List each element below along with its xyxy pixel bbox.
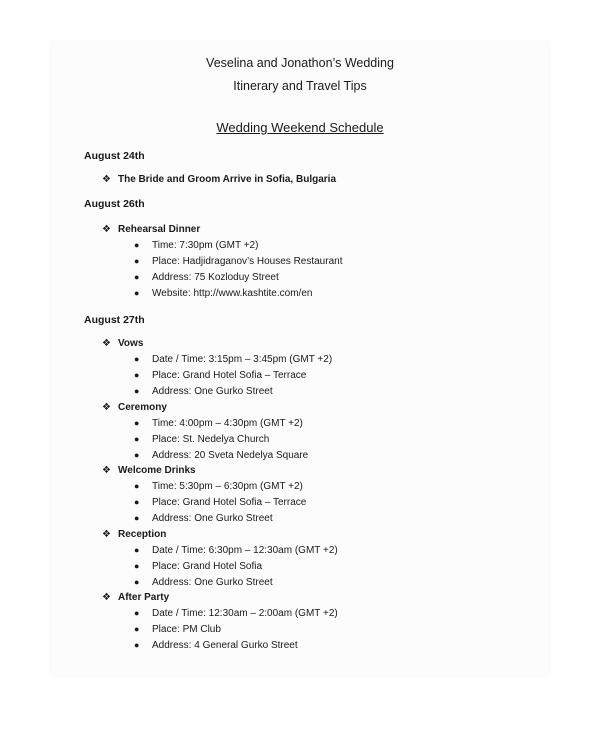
circle-bullet-icon: ● (134, 354, 140, 364)
detail-text: Date / Time: 3:15pm – 3:45pm (GMT +2) (152, 354, 333, 365)
diamond-bullet-icon: ❖ (102, 592, 111, 603)
detail-text: Website: http://www.kashtite.com/en (152, 288, 313, 299)
detail-text: Address: 75 Kozloduy Street (152, 272, 279, 283)
detail-text: Place: PM Club (152, 624, 221, 635)
event-item (102, 529, 166, 540)
circle-bullet-icon: ● (134, 624, 140, 634)
detail-item (134, 256, 342, 267)
event-name: Rehearsal Dinner (118, 224, 201, 235)
event-item (102, 592, 169, 603)
detail-text: Address: 4 General Gurko Street (152, 640, 298, 651)
document-subtitle: Itinerary and Travel Tips (233, 79, 367, 93)
detail-item (134, 561, 262, 572)
detail-item (134, 386, 273, 397)
detail-item (134, 272, 279, 283)
diamond-bullet-icon: ❖ (102, 224, 111, 235)
diamond-bullet-icon: ❖ (102, 465, 111, 476)
circle-bullet-icon: ● (134, 545, 140, 555)
detail-item (134, 288, 312, 299)
circle-bullet-icon: ● (134, 240, 140, 250)
detail-item (134, 450, 308, 461)
event-name: Welcome Drinks (118, 465, 196, 476)
detail-item (134, 497, 306, 508)
detail-item (134, 624, 221, 635)
detail-text: Address: One Gurko Street (152, 577, 273, 588)
circle-bullet-icon: ● (134, 256, 140, 266)
detail-item (134, 640, 298, 651)
diamond-bullet-icon: ❖ (102, 402, 111, 413)
detail-text: Place: Hadjidraganov’s Houses Restaurant (152, 256, 343, 267)
detail-item (134, 545, 338, 556)
event-name: The Bride and Groom Arrive in Sofia, Bulgaria (118, 174, 337, 185)
event-name: Ceremony (118, 402, 167, 413)
detail-item (134, 370, 306, 381)
detail-text: Time: 4:00pm – 4:30pm (GMT +2) (152, 418, 303, 429)
detail-item (134, 354, 332, 365)
detail-text: Address: One Gurko Street (152, 513, 273, 524)
circle-bullet-icon: ● (134, 561, 140, 571)
detail-text: Date / Time: 6:30pm – 12:30am (GMT +2) (152, 545, 338, 556)
detail-text: Place: St. Nedelya Church (152, 434, 270, 445)
circle-bullet-icon: ● (134, 450, 140, 460)
detail-item (134, 481, 303, 492)
circle-bullet-icon: ● (134, 370, 140, 380)
event-item (102, 174, 336, 185)
circle-bullet-icon: ● (134, 608, 140, 618)
date-heading: August 27th (84, 314, 145, 326)
detail-item (134, 513, 273, 524)
diamond-bullet-icon: ❖ (102, 529, 111, 540)
circle-bullet-icon: ● (134, 418, 140, 428)
section-title: Wedding Weekend Schedule (216, 120, 384, 135)
detail-text: Place: Grand Hotel Sofia – Terrace (152, 370, 307, 381)
detail-text: Place: Grand Hotel Sofia – Terrace (152, 497, 307, 508)
circle-bullet-icon: ● (134, 288, 140, 298)
circle-bullet-icon: ● (134, 272, 140, 282)
document-title: Veselina and Jonathon’s Wedding (206, 56, 394, 70)
event-item (102, 338, 143, 349)
event-name: After Party (118, 592, 170, 603)
detail-text: Address: 20 Sveta Nedelya Square (152, 450, 309, 461)
date-heading: August 24th (84, 150, 145, 162)
detail-item (134, 240, 258, 251)
circle-bullet-icon: ● (134, 386, 140, 396)
event-item (102, 402, 167, 413)
detail-item (134, 608, 338, 619)
diamond-bullet-icon: ❖ (102, 338, 111, 349)
circle-bullet-icon: ● (134, 481, 140, 491)
detail-text: Place: Grand Hotel Sofia (152, 561, 263, 572)
event-item (102, 224, 200, 235)
detail-item (134, 434, 269, 445)
diamond-bullet-icon: ❖ (102, 174, 111, 185)
detail-text: Address: One Gurko Street (152, 386, 273, 397)
detail-text: Date / Time: 12:30am – 2:00am (GMT +2) (152, 608, 338, 619)
circle-bullet-icon: ● (134, 640, 140, 650)
detail-item (134, 577, 273, 588)
circle-bullet-icon: ● (134, 513, 140, 523)
event-name: Reception (118, 529, 167, 540)
detail-item (134, 418, 303, 429)
event-item (102, 465, 196, 476)
circle-bullet-icon: ● (134, 577, 140, 587)
detail-text: Time: 5:30pm – 6:30pm (GMT +2) (152, 481, 303, 492)
circle-bullet-icon: ● (134, 434, 140, 444)
circle-bullet-icon: ● (134, 497, 140, 507)
detail-text: Time: 7:30pm (GMT +2) (152, 240, 259, 251)
date-heading: August 26th (84, 198, 145, 210)
event-name: Vows (118, 338, 144, 349)
